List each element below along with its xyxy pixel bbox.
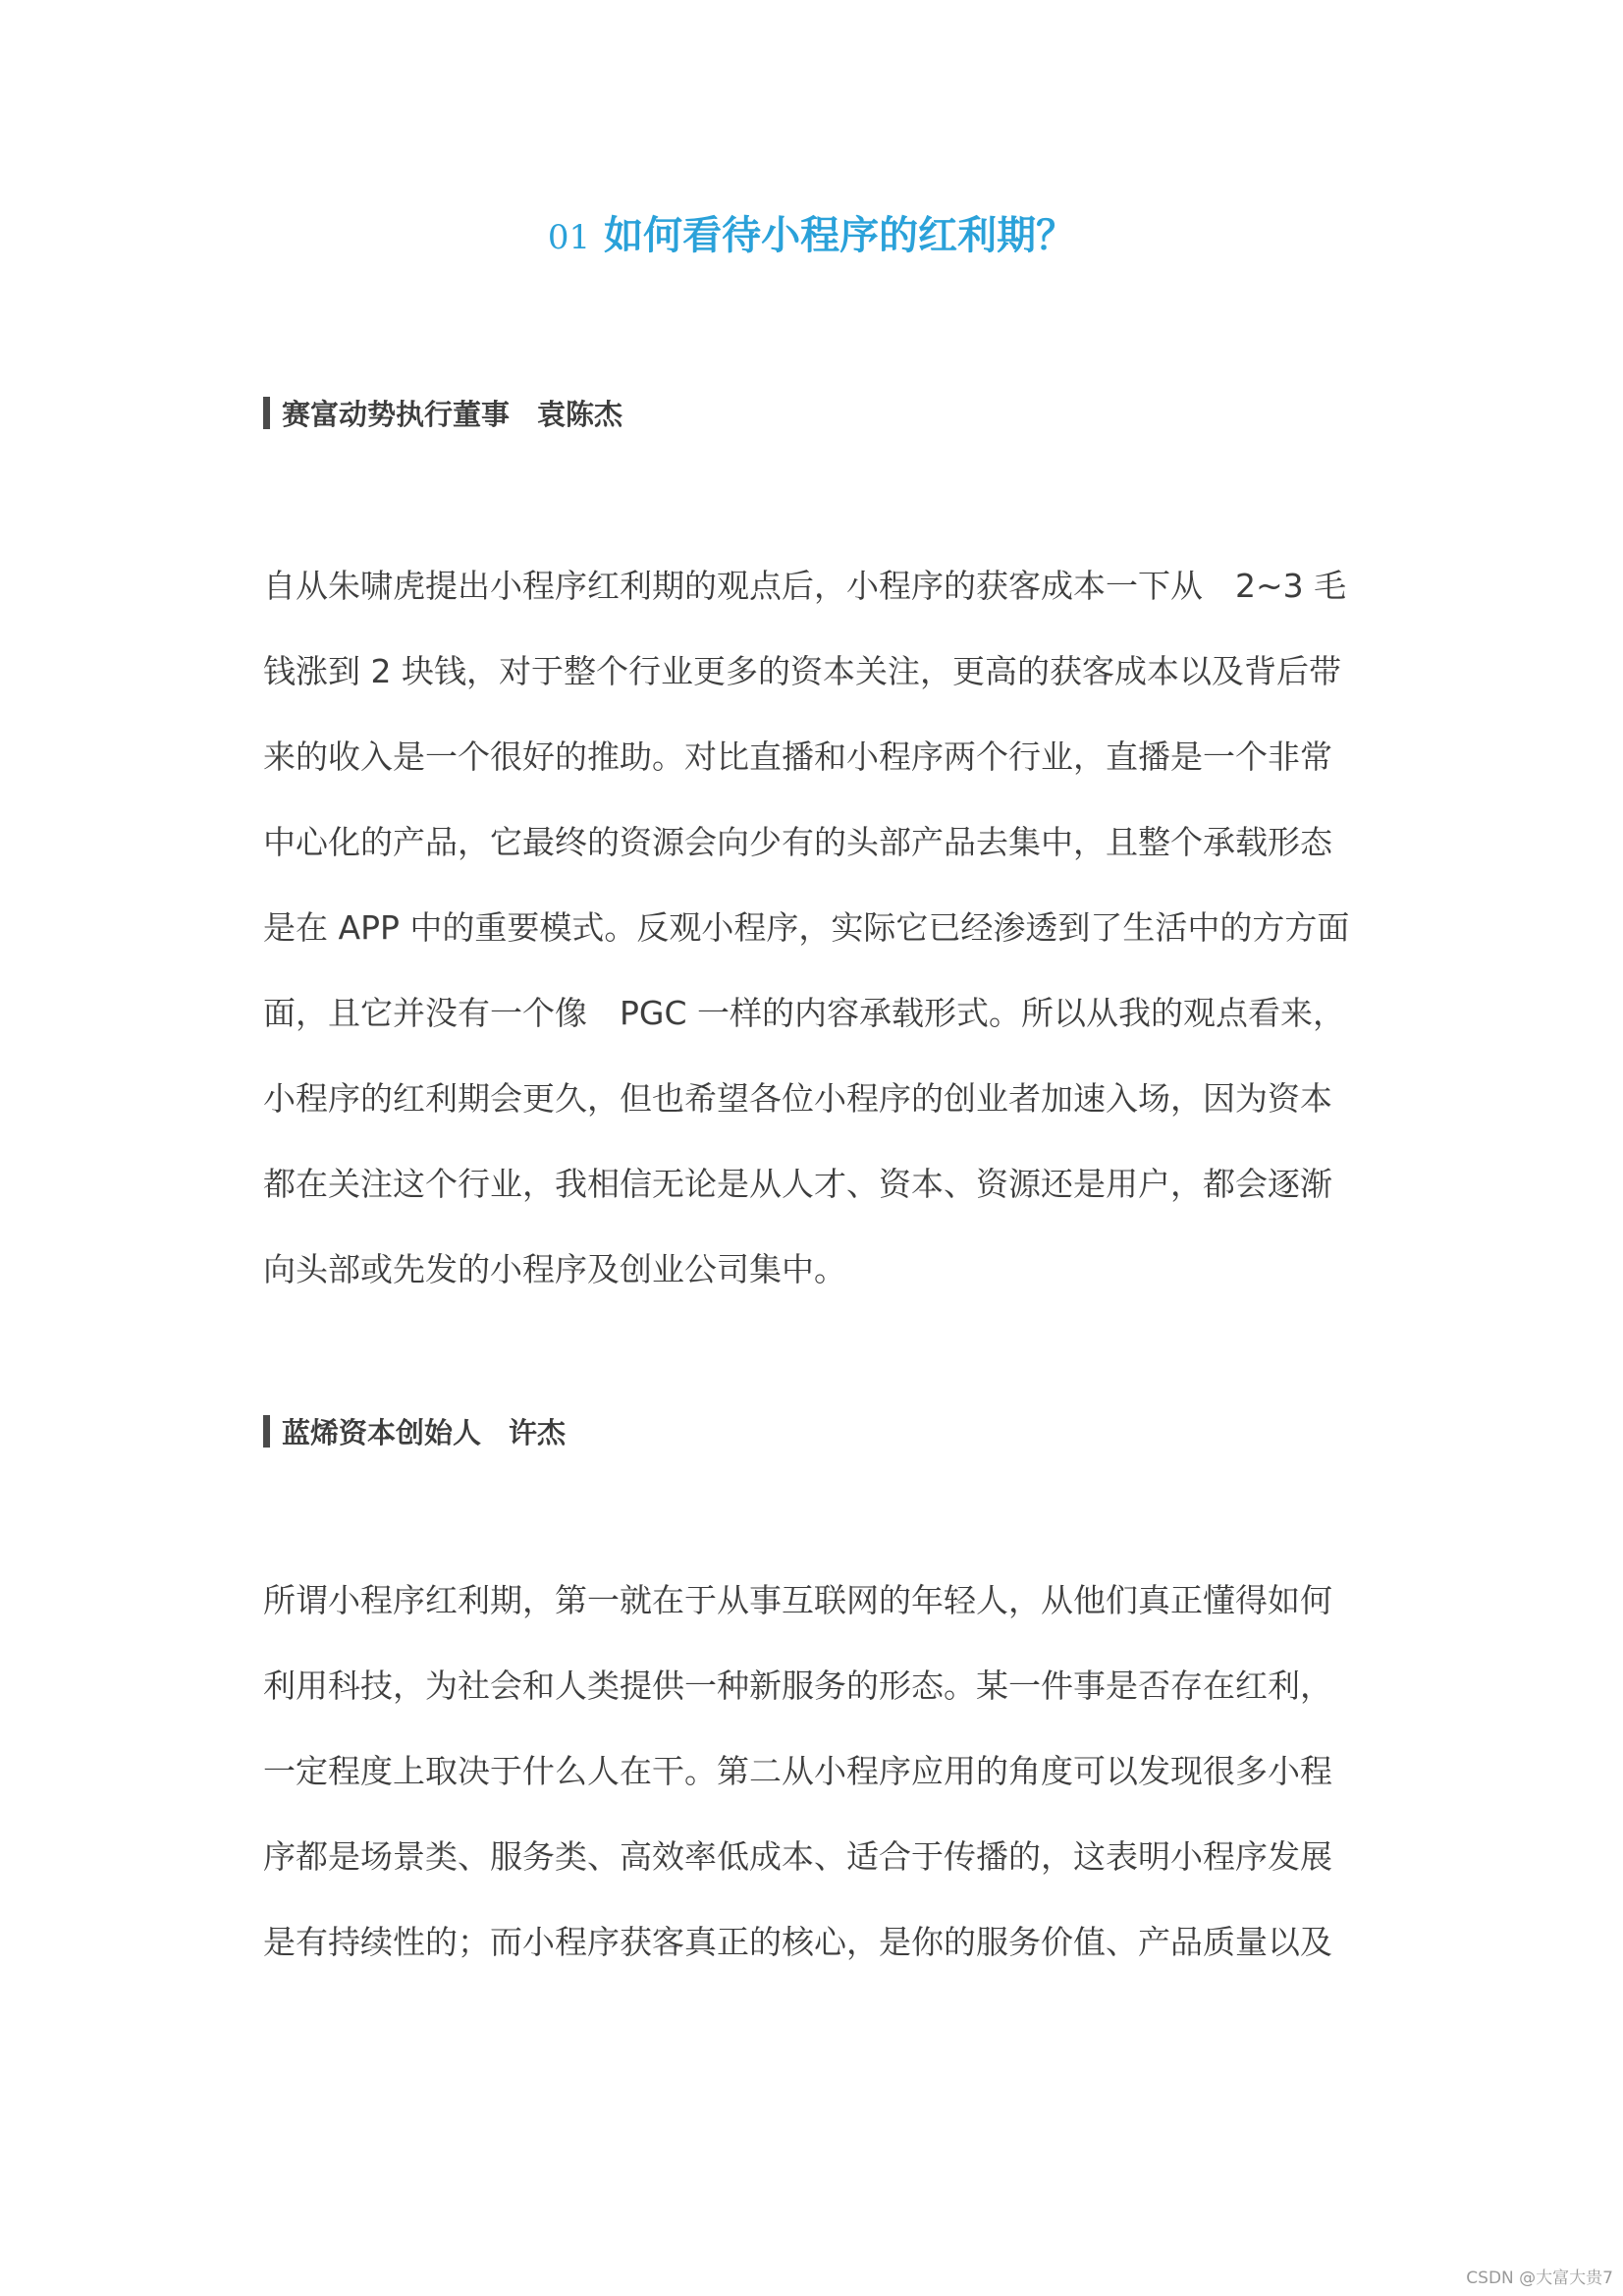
speaker-role: 赛富动势执行董事 xyxy=(282,397,511,431)
section-heading-2 xyxy=(263,1411,566,1450)
speaker-role: 蓝烯资本创始人 xyxy=(282,1415,482,1449)
heading-bar-icon xyxy=(263,397,270,429)
page-title xyxy=(0,208,1623,265)
heading-bar-icon xyxy=(263,1415,270,1448)
paragraph-1 xyxy=(263,543,1363,1312)
speaker-name: 许杰 xyxy=(509,1415,567,1449)
paragraph-line: 面，且它并没有一个像 PGC 一样的内容承载形式。所以从我的观点看来， xyxy=(263,994,1346,1032)
paragraph-line: 小程序的红利期会更久，但也希望各位小程序的创业者加速入场，因为资本 xyxy=(263,1079,1332,1118)
title-text: 如何看待小程序的红利期？ xyxy=(604,213,1076,258)
paragraph-line: 来的收入是一个很好的推助。对比直播和小程序两个行业，直播是一个非常 xyxy=(263,738,1332,776)
paragraph-line: 是有持续性的；而小程序获客真正的核心，是你的服务价值、产品质量以及 xyxy=(263,1923,1332,1961)
paragraph-line: 是在 APP 中的重要模式。反观小程序，实际它已经渗透到了生活中的方方面 xyxy=(263,908,1350,947)
paragraph-line: 利用科技，为社会和人类提供一种新服务的形态。某一件事是否存在红利， xyxy=(263,1667,1332,1705)
paragraph-line: 序都是场景类、服务类、高效率低成本、适合于传播的，这表明小程序发展 xyxy=(263,1837,1332,1876)
paragraph-2 xyxy=(263,1558,1363,1985)
paragraph-line: 自从朱啸虎提出小程序红利期的观点后，小程序的获客成本一下从 2~3 毛 xyxy=(263,567,1347,605)
paragraph-line: 向头部或先发的小程序及创业公司集中。 xyxy=(263,1250,846,1288)
paragraph-line: 钱涨到 2 块钱，对于整个行业更多的资本关注，更高的获客成本以及背后带 xyxy=(263,652,1341,690)
section-heading-1 xyxy=(263,393,622,432)
paragraph-line: 中心化的产品，它最终的资源会向少有的头部产品去集中，且整个承载形态 xyxy=(263,823,1332,861)
watermark: CSDN @大富大贵7 xyxy=(1466,2269,1613,2288)
speaker-name: 袁陈杰 xyxy=(537,397,623,431)
paragraph-line: 一定程度上取决于什么人在干。第二从小程序应用的角度可以发现很多小程 xyxy=(263,1752,1332,1790)
title-number: 01 xyxy=(547,218,591,257)
paragraph-line: 所谓小程序红利期，第一就在于从事互联网的年轻人，从他们真正懂得如何 xyxy=(263,1581,1332,1619)
paragraph-line: 都在关注这个行业，我相信无论是从人才、资本、资源还是用户，都会逐渐 xyxy=(263,1165,1332,1203)
